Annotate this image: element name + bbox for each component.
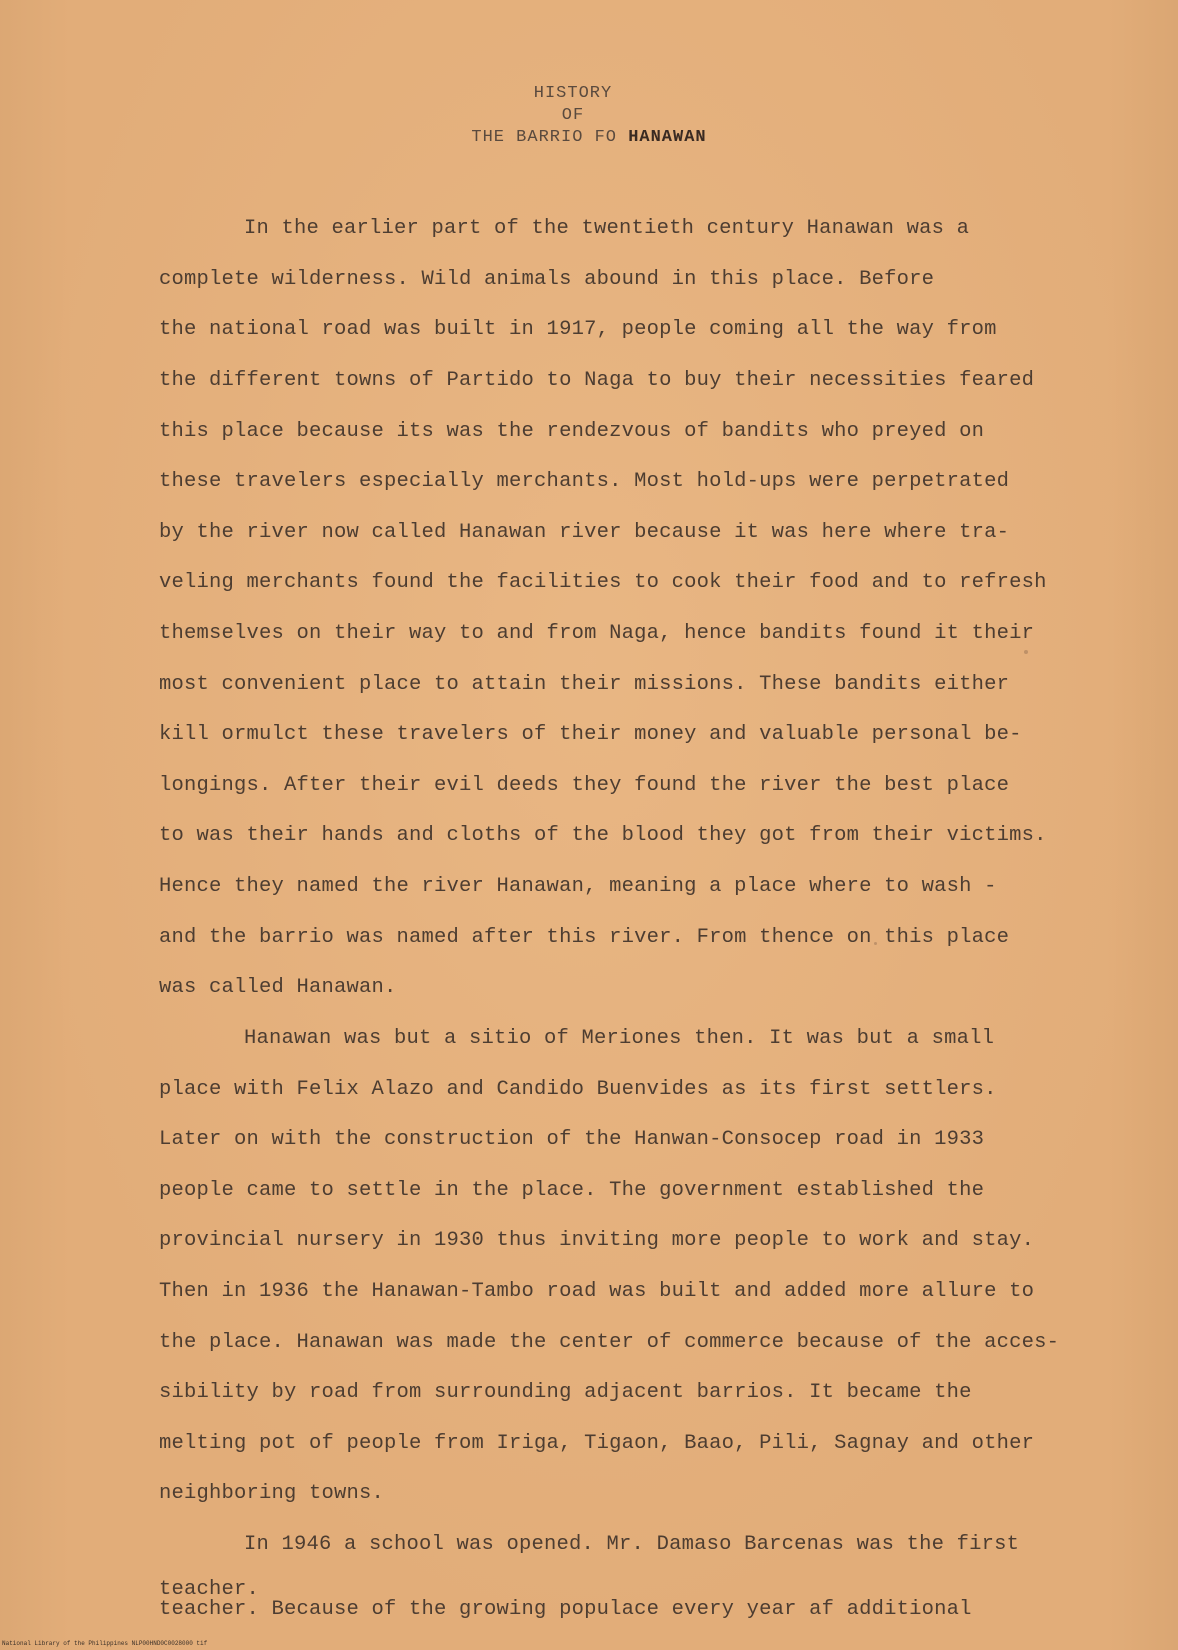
body-line: Hanawan was but a sitio of Meriones then. It was but a small [244,1027,995,1050]
body-line: provincial nursery in 1930 thus inviting more people to work and stay. [159,1229,1035,1252]
body-line: neighboring towns. [159,1482,385,1505]
body-line: by the river now called Hanawan river because it was here where tra- [159,521,1010,544]
body-line: and the barrio was named after this river. From thence on this place [159,926,1010,949]
body-line: In 1946 a school was opened. Mr. Damaso Barcenas was the first [244,1533,1020,1556]
body-line: teacher. [159,1578,260,1601]
body-line: to was their hands and cloths of the blood they got from their victims. [159,824,1047,847]
body-line: Later on with the construction of the Hanwan-Consocep road in 1933 [159,1128,985,1151]
ink-speck [874,942,877,945]
body-line: the place. Hanawan was made the center of commerce because of the acces- [159,1331,1060,1354]
title-line-of: OF [561,106,585,125]
body-line: most convenient place to attain their missions. These bandits either [159,673,1010,696]
title-line-history: HISTORY [533,84,613,103]
body-line: Then in 1936 the Hanawan-Tambo road was built and added more allure to [159,1280,1035,1303]
scan-footer: National Library of the Philippines NLP00HND0C0028000 tif [2,1640,208,1647]
body-line: melting pot of people from Iriga, Tigaon, Baao, Pili, Sagnay and other [159,1432,1035,1455]
body-line: themselves on their way to and from Naga, hence bandits found it their [159,622,1035,645]
body-line: kill ormulct these travelers of their money and valuable personal be- [159,723,1022,746]
body-line: the different towns of Partido to Naga to buy their necessities feared [159,369,1035,392]
body-line: sibility by road from surrounding adjacent barrios. It became the [159,1381,972,1404]
body-line: Hence they named the river Hanawan, meaning a place where to wash - [159,875,997,898]
body-line: was called Hanawan. [159,976,397,999]
body-line: veling merchants found the facilities to cook their food and to refresh [159,571,1047,594]
title-barrio-name: HANAWAN [628,128,707,147]
body-line: longings. After their evil deeds they found the river the best place [159,774,1010,797]
title-barrio-text: THE BARRIO FO [471,128,629,147]
body-line: complete wilderness. Wild animals abound in this place. Before [159,268,935,291]
ink-speck [1024,650,1028,654]
body-line: teacher. Because of the growing populace every year af additional [159,1598,972,1621]
body-line: people came to settle in the place. The government established the [159,1179,985,1202]
body-line: In the earlier part of the twentieth century Hanawan was a [244,217,970,240]
body-line: this place because its was the rendezvous of bandits who preyed on [159,420,985,443]
title-line-barrio [0,128,1178,147]
body-line: place with Felix Alazo and Candido Buenvides as its first settlers. [159,1078,997,1101]
body-line: these travelers especially merchants. Most hold-ups were perpetrated [159,470,1010,493]
body-line: the national road was built in 1917, people coming all the way from [159,318,997,341]
